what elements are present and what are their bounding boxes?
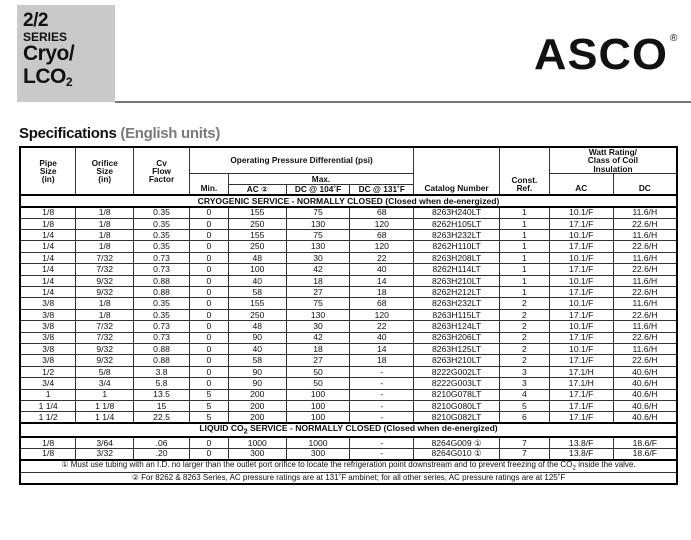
cell-const-ref: 2 — [499, 298, 549, 309]
cell-min-psi: 0 — [189, 332, 228, 343]
col-watt-dc: DC — [613, 173, 677, 195]
cell-watt-dc: 11.6/H — [613, 298, 677, 309]
cell-min-psi: 0 — [189, 264, 228, 275]
cell-watt-dc: 18.6/F — [613, 448, 677, 459]
cell-max-dc-104: 75 — [286, 207, 350, 218]
cell-catalog-number: 8262H105LT — [414, 218, 500, 229]
footnote-2: ② For 8262 & 8263 Series, AC pressure ratings are at 131˚F ambinet; for all other series, AC pressure ratings are at 125˚F — [20, 472, 677, 483]
cell-max-ac: 200 — [228, 400, 286, 411]
cell-watt-ac: 10.1/F — [549, 343, 613, 354]
cell-watt-ac: 17.1/F — [549, 309, 613, 320]
cell-orifice-size: 1 — [76, 389, 134, 400]
cell-const-ref: 2 — [499, 309, 549, 320]
table-row — [20, 343, 677, 354]
col-const-ref: Const. Ref. — [499, 147, 549, 195]
cell-max-dc-104: 130 — [286, 309, 350, 320]
cell-max-dc-104: 130 — [286, 218, 350, 229]
cell-catalog-number: 8210G082LT — [414, 412, 500, 423]
cell-catalog-number: 8263H210LT — [414, 355, 500, 366]
cell-watt-ac: 13.8/F — [549, 437, 613, 448]
cell-max-ac: 58 — [228, 287, 286, 298]
cell-min-psi: 5 — [189, 389, 228, 400]
svg-text:®: ® — [670, 33, 678, 44]
cell-cv-flow: 0.88 — [134, 343, 190, 354]
cell-max-dc-104: 75 — [286, 230, 350, 241]
table-row — [20, 309, 677, 320]
cell-max-dc-104: 50 — [286, 378, 350, 389]
cell-catalog-number: 8263H115LT — [414, 309, 500, 320]
cell-max-dc-131: 22 — [350, 321, 414, 332]
table-row — [20, 252, 677, 263]
cell-min-psi: 0 — [189, 252, 228, 263]
cell-max-ac: 90 — [228, 366, 286, 377]
cell-pipe-size: 3/8 — [20, 321, 76, 332]
cell-max-ac: 90 — [228, 378, 286, 389]
cell-max-dc-131: - — [350, 378, 414, 389]
cell-pipe-size: 3/8 — [20, 343, 76, 354]
cell-pipe-size: 1 — [20, 389, 76, 400]
cell-orifice-size: 1/8 — [76, 207, 134, 218]
cell-max-dc-104: 27 — [286, 355, 350, 366]
table-row — [20, 378, 677, 389]
cell-pipe-size: 1/4 — [20, 275, 76, 286]
cell-const-ref: 6 — [499, 412, 549, 423]
cell-cv-flow: 0.35 — [134, 230, 190, 241]
cell-watt-dc: 22.6/H — [613, 287, 677, 298]
cell-const-ref: 1 — [499, 207, 549, 218]
col-catalog-number: Catalog Number — [414, 147, 500, 195]
cell-watt-dc: 11.6/H — [613, 343, 677, 354]
cell-max-dc-131: - — [350, 400, 414, 411]
cell-min-psi: 0 — [189, 230, 228, 241]
series-badge — [17, 5, 115, 102]
cell-cv-flow: 0.88 — [134, 355, 190, 366]
cell-pipe-size: 1/8 — [20, 437, 76, 448]
cell-max-dc-131: 22 — [350, 252, 414, 263]
col-max-dc-131: DC @ 131˚F — [350, 184, 414, 195]
cell-const-ref: 5 — [499, 400, 549, 411]
cell-max-dc-104: 300 — [286, 448, 350, 459]
cell-cv-flow: .20 — [134, 448, 190, 459]
cell-max-ac: 48 — [228, 252, 286, 263]
cell-orifice-size: 5/8 — [76, 366, 134, 377]
table-row — [20, 448, 677, 459]
cell-cv-flow: 0.35 — [134, 207, 190, 218]
cell-max-dc-104: 75 — [286, 298, 350, 309]
col-max-dc-104: DC @ 104˚F — [286, 184, 350, 195]
cell-watt-dc: 11.6/H — [613, 321, 677, 332]
cell-orifice-size: 3/64 — [76, 437, 134, 448]
cell-catalog-number: 8263H125LT — [414, 343, 500, 354]
liquid-co2-section — [20, 423, 677, 460]
cell-min-psi: 0 — [189, 275, 228, 286]
header-rule — [115, 101, 691, 103]
cell-cv-flow: 0.73 — [134, 252, 190, 263]
series-word: SERIES — [23, 30, 68, 44]
cell-max-dc-104: 1000 — [286, 437, 350, 448]
cell-pipe-size: 1/8 — [20, 207, 76, 218]
cell-min-psi: 0 — [189, 218, 228, 229]
cell-pipe-size: 3/8 — [20, 298, 76, 309]
cell-orifice-size: 1/8 — [76, 230, 134, 241]
cell-max-dc-131: 120 — [350, 309, 414, 320]
cell-max-ac: 300 — [228, 448, 286, 459]
cell-const-ref: 7 — [499, 448, 549, 459]
cell-pipe-size: 3/8 — [20, 309, 76, 320]
cell-orifice-size: 1 1/4 — [76, 412, 134, 423]
cell-watt-ac: 17.1/H — [549, 378, 613, 389]
cell-max-dc-131: - — [350, 366, 414, 377]
cell-min-psi: 0 — [189, 437, 228, 448]
table-row — [20, 264, 677, 275]
cell-const-ref: 2 — [499, 321, 549, 332]
cell-const-ref: 1 — [499, 241, 549, 252]
cell-pipe-size: 1/4 — [20, 252, 76, 263]
cell-watt-ac: 17.1/F — [549, 264, 613, 275]
cell-max-ac: 250 — [228, 241, 286, 252]
cell-max-dc-104: 30 — [286, 321, 350, 332]
cell-const-ref: 1 — [499, 252, 549, 263]
table-row — [20, 321, 677, 332]
cell-catalog-number: 8264G010 ① — [414, 448, 500, 459]
cell-orifice-size: 3/4 — [76, 378, 134, 389]
cell-orifice-size: 1/8 — [76, 298, 134, 309]
cell-catalog-number: 8263H232LT — [414, 298, 500, 309]
table-row — [20, 437, 677, 448]
cell-min-psi: 0 — [189, 378, 228, 389]
cell-max-ac: 1000 — [228, 437, 286, 448]
cell-const-ref: 1 — [499, 287, 549, 298]
cell-const-ref: 1 — [499, 230, 549, 241]
cell-watt-ac: 17.1/F — [549, 332, 613, 343]
cell-pipe-size: 3/8 — [20, 355, 76, 366]
col-cv-flow-factor: Cv Flow Factor — [134, 147, 190, 195]
cell-max-dc-131: - — [350, 448, 414, 459]
cell-watt-dc: 11.6/H — [613, 207, 677, 218]
col-group-watt-rating: Watt Rating/ Class of Coil Insulation — [549, 147, 677, 173]
cell-pipe-size: 1/4 — [20, 241, 76, 252]
cell-cv-flow: 13.5 — [134, 389, 190, 400]
cell-cv-flow: 0.35 — [134, 309, 190, 320]
cell-const-ref: 2 — [499, 332, 549, 343]
cell-pipe-size: 1/4 — [20, 264, 76, 275]
cell-max-dc-104: 30 — [286, 252, 350, 263]
cell-catalog-number: 8210G080LT — [414, 400, 500, 411]
cell-max-ac: 48 — [228, 321, 286, 332]
cell-max-ac: 100 — [228, 264, 286, 275]
cell-max-dc-104: 130 — [286, 241, 350, 252]
cell-catalog-number: 8264G009 ① — [414, 437, 500, 448]
cell-cv-flow: 22.5 — [134, 412, 190, 423]
col-pipe-size: Pipe Size (in) — [20, 147, 76, 195]
table-row — [20, 400, 677, 411]
table-row — [20, 287, 677, 298]
specifications-table — [19, 146, 678, 485]
cell-watt-ac: 17.1/F — [549, 218, 613, 229]
cell-orifice-size: 3/32 — [76, 448, 134, 459]
cell-max-dc-131: - — [350, 389, 414, 400]
cell-watt-ac: 17.1/H — [549, 366, 613, 377]
cell-orifice-size: 1/8 — [76, 241, 134, 252]
cell-max-ac: 155 — [228, 207, 286, 218]
col-group-max: Max. — [228, 173, 413, 184]
cell-watt-dc: 40.6/H — [613, 366, 677, 377]
cell-max-ac: 200 — [228, 412, 286, 423]
cell-cv-flow: 5.8 — [134, 378, 190, 389]
cell-max-dc-104: 100 — [286, 412, 350, 423]
cell-pipe-size: 3/8 — [20, 332, 76, 343]
cell-max-dc-131: - — [350, 412, 414, 423]
cell-min-psi: 0 — [189, 309, 228, 320]
cell-pipe-size: 1 1/4 — [20, 400, 76, 411]
table-row — [20, 275, 677, 286]
product-line-cryo: Cryo/ — [23, 42, 75, 65]
cell-min-psi: 0 — [189, 343, 228, 354]
cell-watt-ac: 10.1/F — [549, 230, 613, 241]
cell-catalog-number: 8263H232LT — [414, 230, 500, 241]
cell-watt-ac: 17.1/F — [549, 400, 613, 411]
table-row — [20, 332, 677, 343]
cell-max-dc-104: 27 — [286, 287, 350, 298]
cell-catalog-number: 8263H124LT — [414, 321, 500, 332]
cell-cv-flow: 0.73 — [134, 264, 190, 275]
cell-watt-dc: 11.6/H — [613, 252, 677, 263]
cell-watt-ac: 17.1/F — [549, 241, 613, 252]
cell-watt-dc: 18.6/F — [613, 437, 677, 448]
cell-max-ac: 250 — [228, 309, 286, 320]
cell-max-dc-131: 120 — [350, 241, 414, 252]
cell-watt-dc: 22.6/H — [613, 309, 677, 320]
cell-watt-dc: 40.6/H — [613, 412, 677, 423]
cell-max-dc-131: 68 — [350, 298, 414, 309]
table-row — [20, 298, 677, 309]
cell-min-psi: 0 — [189, 298, 228, 309]
cell-watt-ac: 10.1/F — [549, 298, 613, 309]
page-title: Specifications (English units) — [19, 125, 221, 142]
cell-cv-flow: 0.35 — [134, 298, 190, 309]
cell-cv-flow: 0.88 — [134, 275, 190, 286]
cell-watt-ac: 10.1/F — [549, 252, 613, 263]
cryogenic-section — [20, 195, 677, 423]
cell-min-psi: 0 — [189, 366, 228, 377]
cell-cv-flow: 0.88 — [134, 287, 190, 298]
cell-min-psi: 0 — [189, 287, 228, 298]
cell-max-dc-131: - — [350, 437, 414, 448]
cell-const-ref: 4 — [499, 389, 549, 400]
cell-max-dc-131: 68 — [350, 207, 414, 218]
cell-orifice-size: 9/32 — [76, 275, 134, 286]
cell-watt-dc: 40.6/H — [613, 400, 677, 411]
cell-const-ref: 3 — [499, 366, 549, 377]
cell-max-dc-131: 14 — [350, 343, 414, 354]
cell-const-ref: 1 — [499, 275, 549, 286]
cell-pipe-size: 1/4 — [20, 287, 76, 298]
cell-cv-flow: 0.73 — [134, 332, 190, 343]
cell-const-ref: 1 — [499, 264, 549, 275]
cell-catalog-number: 8263H208LT — [414, 252, 500, 263]
cell-watt-ac: 10.1/F — [549, 275, 613, 286]
cell-orifice-size: 7/32 — [76, 252, 134, 263]
cell-max-dc-104: 42 — [286, 332, 350, 343]
cell-pipe-size: 3/4 — [20, 378, 76, 389]
cell-watt-dc: 22.6/H — [613, 264, 677, 275]
cell-cv-flow: 3.8 — [134, 366, 190, 377]
cell-max-dc-104: 18 — [286, 275, 350, 286]
section-title-liquid-co2: LIQUID $CO_2$ SERVICE - NORMALLY CLOSED (Closed when de-energized) — [20, 423, 677, 437]
cell-const-ref: 2 — [499, 343, 549, 354]
brand-logo — [534, 31, 680, 73]
cell-max-dc-131: 18 — [350, 287, 414, 298]
col-watt-ac: AC — [549, 173, 613, 195]
cell-pipe-size: 1/8 — [20, 218, 76, 229]
cell-watt-dc: 11.6/H — [613, 230, 677, 241]
cell-max-dc-131: 120 — [350, 218, 414, 229]
table-row — [20, 366, 677, 377]
table-row — [20, 412, 677, 423]
cell-max-ac: 155 — [228, 298, 286, 309]
cell-orifice-size: 7/32 — [76, 264, 134, 275]
cell-min-psi: 5 — [189, 400, 228, 411]
cell-orifice-size: 1 1/8 — [76, 400, 134, 411]
cell-min-psi: 5 — [189, 412, 228, 423]
cell-watt-dc: 22.6/H — [613, 355, 677, 366]
cell-min-psi: 0 — [189, 355, 228, 366]
cell-const-ref: 3 — [499, 378, 549, 389]
cell-pipe-size: 1 1/2 — [20, 412, 76, 423]
cell-max-dc-104: 100 — [286, 389, 350, 400]
cell-watt-ac: 17.1/F — [549, 389, 613, 400]
col-max-ac: AC ② — [228, 184, 286, 195]
cell-orifice-size: 9/32 — [76, 343, 134, 354]
table-row — [20, 207, 677, 218]
cell-cv-flow: 15 — [134, 400, 190, 411]
cell-min-psi: 0 — [189, 321, 228, 332]
cell-watt-dc: 22.6/H — [613, 332, 677, 343]
series-number: 2/2 — [23, 10, 48, 31]
cell-watt-dc: 40.6/H — [613, 389, 677, 400]
table-row — [20, 389, 677, 400]
cell-catalog-number: 8210G078LT — [414, 389, 500, 400]
cell-catalog-number: 8222G003LT — [414, 378, 500, 389]
cell-watt-dc: 40.6/H — [613, 378, 677, 389]
cell-watt-ac: 10.1/F — [549, 207, 613, 218]
cell-catalog-number: 8263H210LT — [414, 275, 500, 286]
cell-catalog-number: 8263H206LT — [414, 332, 500, 343]
section-title-cryogenic: CRYOGENIC SERVICE - NORMALLY CLOSED (Closed when de-energized) — [20, 195, 677, 206]
cell-cv-flow: 0.35 — [134, 218, 190, 229]
cell-orifice-size: 7/32 — [76, 332, 134, 343]
cell-cv-flow: 0.73 — [134, 321, 190, 332]
cell-max-ac: 40 — [228, 275, 286, 286]
cell-orifice-size: 7/32 — [76, 321, 134, 332]
cell-max-dc-131: 14 — [350, 275, 414, 286]
cell-max-ac: 250 — [228, 218, 286, 229]
cell-max-ac: 40 — [228, 343, 286, 354]
cell-cv-flow: 0.35 — [134, 241, 190, 252]
col-min: Min. — [189, 173, 228, 195]
cell-const-ref: 1 — [499, 218, 549, 229]
cell-watt-ac: 10.1/F — [549, 321, 613, 332]
cell-catalog-number: 8262H110LT — [414, 241, 500, 252]
cell-catalog-number: 8222G002LT — [414, 366, 500, 377]
cell-max-dc-104: 50 — [286, 366, 350, 377]
cell-max-dc-131: 18 — [350, 355, 414, 366]
col-group-operating-pressure: Operating Pressure Differential (psi) — [189, 147, 413, 173]
footnote-1: ① Must use tubing with an I.D. no larger than the outlet port orifice to locate the refrigeration point downstream and to prevent freezing of the $CO_2$ inside the valve. — [20, 460, 677, 473]
cell-min-psi: 0 — [189, 241, 228, 252]
cell-max-dc-104: 100 — [286, 400, 350, 411]
cell-watt-dc: 22.6/H — [613, 218, 677, 229]
cell-max-dc-131: 40 — [350, 332, 414, 343]
cell-const-ref: 7 — [499, 437, 549, 448]
cell-cv-flow: .06 — [134, 437, 190, 448]
col-orifice-size: Orifice Size (in) — [76, 147, 134, 195]
cell-orifice-size: 9/32 — [76, 287, 134, 298]
cell-max-dc-104: 42 — [286, 264, 350, 275]
cell-orifice-size: 1/8 — [76, 218, 134, 229]
cell-pipe-size: 1/2 — [20, 366, 76, 377]
cell-pipe-size: 1/8 — [20, 448, 76, 459]
cell-catalog-number: 8262H114LT — [414, 264, 500, 275]
cell-max-ac: 200 — [228, 389, 286, 400]
footnotes — [20, 460, 677, 484]
cell-max-dc-104: 18 — [286, 343, 350, 354]
cell-watt-ac: 17.1/F — [549, 355, 613, 366]
cell-watt-ac: 17.1/F — [549, 412, 613, 423]
cell-watt-dc: 11.6/H — [613, 275, 677, 286]
cell-const-ref: 2 — [499, 355, 549, 366]
cell-max-ac: 155 — [228, 230, 286, 241]
cell-max-dc-131: 68 — [350, 230, 414, 241]
table-row — [20, 241, 677, 252]
cell-orifice-size: 1/8 — [76, 309, 134, 320]
cell-watt-ac: 13.8/F — [549, 448, 613, 459]
cell-pipe-size: 1/4 — [20, 230, 76, 241]
cell-catalog-number: 8263H240LT — [414, 207, 500, 218]
table-row — [20, 218, 677, 229]
product-line-lco2: $LCO_2$ — [23, 65, 73, 89]
table-row — [20, 230, 677, 241]
table-row — [20, 355, 677, 366]
cell-max-ac: 58 — [228, 355, 286, 366]
cell-max-ac: 90 — [228, 332, 286, 343]
cell-watt-ac: 17.1/F — [549, 287, 613, 298]
cell-watt-dc: 22.6/H — [613, 241, 677, 252]
cell-catalog-number: 8262H212LT — [414, 287, 500, 298]
cell-max-dc-131: 40 — [350, 264, 414, 275]
cell-min-psi: 0 — [189, 207, 228, 218]
cell-min-psi: 0 — [189, 448, 228, 459]
svg-text:ASCO: ASCO — [534, 31, 668, 73]
cell-orifice-size: 9/32 — [76, 355, 134, 366]
